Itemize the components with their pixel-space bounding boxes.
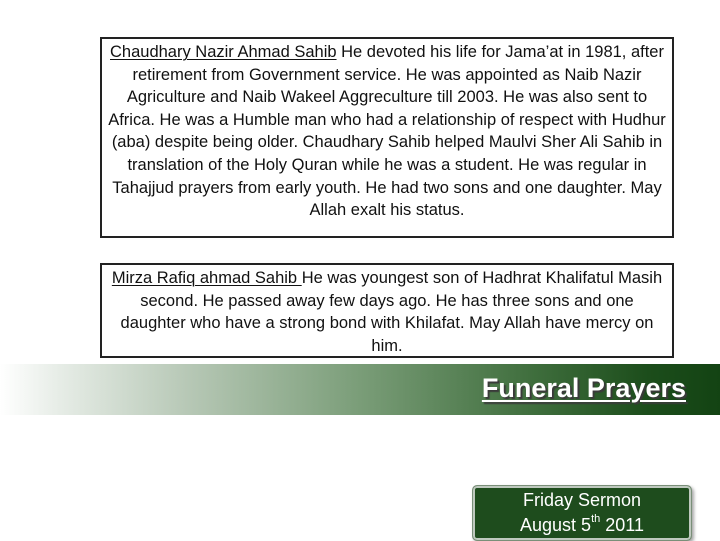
tribute-name: Mirza Rafiq ahmad Sahib <box>111 269 302 287</box>
tribute-name: Chaudhary Nazir Ahmad Sahib <box>110 43 337 61</box>
tribute-box-mirza-rafiq-ahmad <box>100 263 674 358</box>
funeral-prayers-banner <box>0 364 720 415</box>
sermon-date-ordinal: th <box>591 513 601 525</box>
sermon-label: Friday Sermon <box>522 490 642 510</box>
banner-title: Funeral Prayers <box>481 373 686 403</box>
sermon-date-year: 2011 <box>600 515 644 535</box>
sermon-date <box>473 513 691 538</box>
sermon-date-month-day: August 5 <box>520 515 592 535</box>
tribute-box-chaudhary-nazir-ahmad <box>100 37 674 238</box>
tribute-text: He was youngest son of Hadhrat Khalifatul Masih second. He passed away few days ago. He has three sons and one daughter who have a strong bond with Khilafat. May Allah have mercy on him. <box>120 269 663 355</box>
tribute-text: He devoted his life for Jama’at in 1981, after retirement from Government service. He was appointed as Naib Nazir Agriculture and Naib Wakeel Aggreculture till 2003. He was also sent to Africa. He was a Humble man who had a relationship of respect with Hudhur (aba) despite being older. Chaudhary Sahib helped Maulvi Sher Ali Sahib in translation of the Holy Quran while he was a student. He was regular in Tahajjud prayers from early youth. He had two sons and one daughter. May Allah exalt his status. <box>108 43 666 220</box>
friday-sermon-badge <box>472 485 692 541</box>
